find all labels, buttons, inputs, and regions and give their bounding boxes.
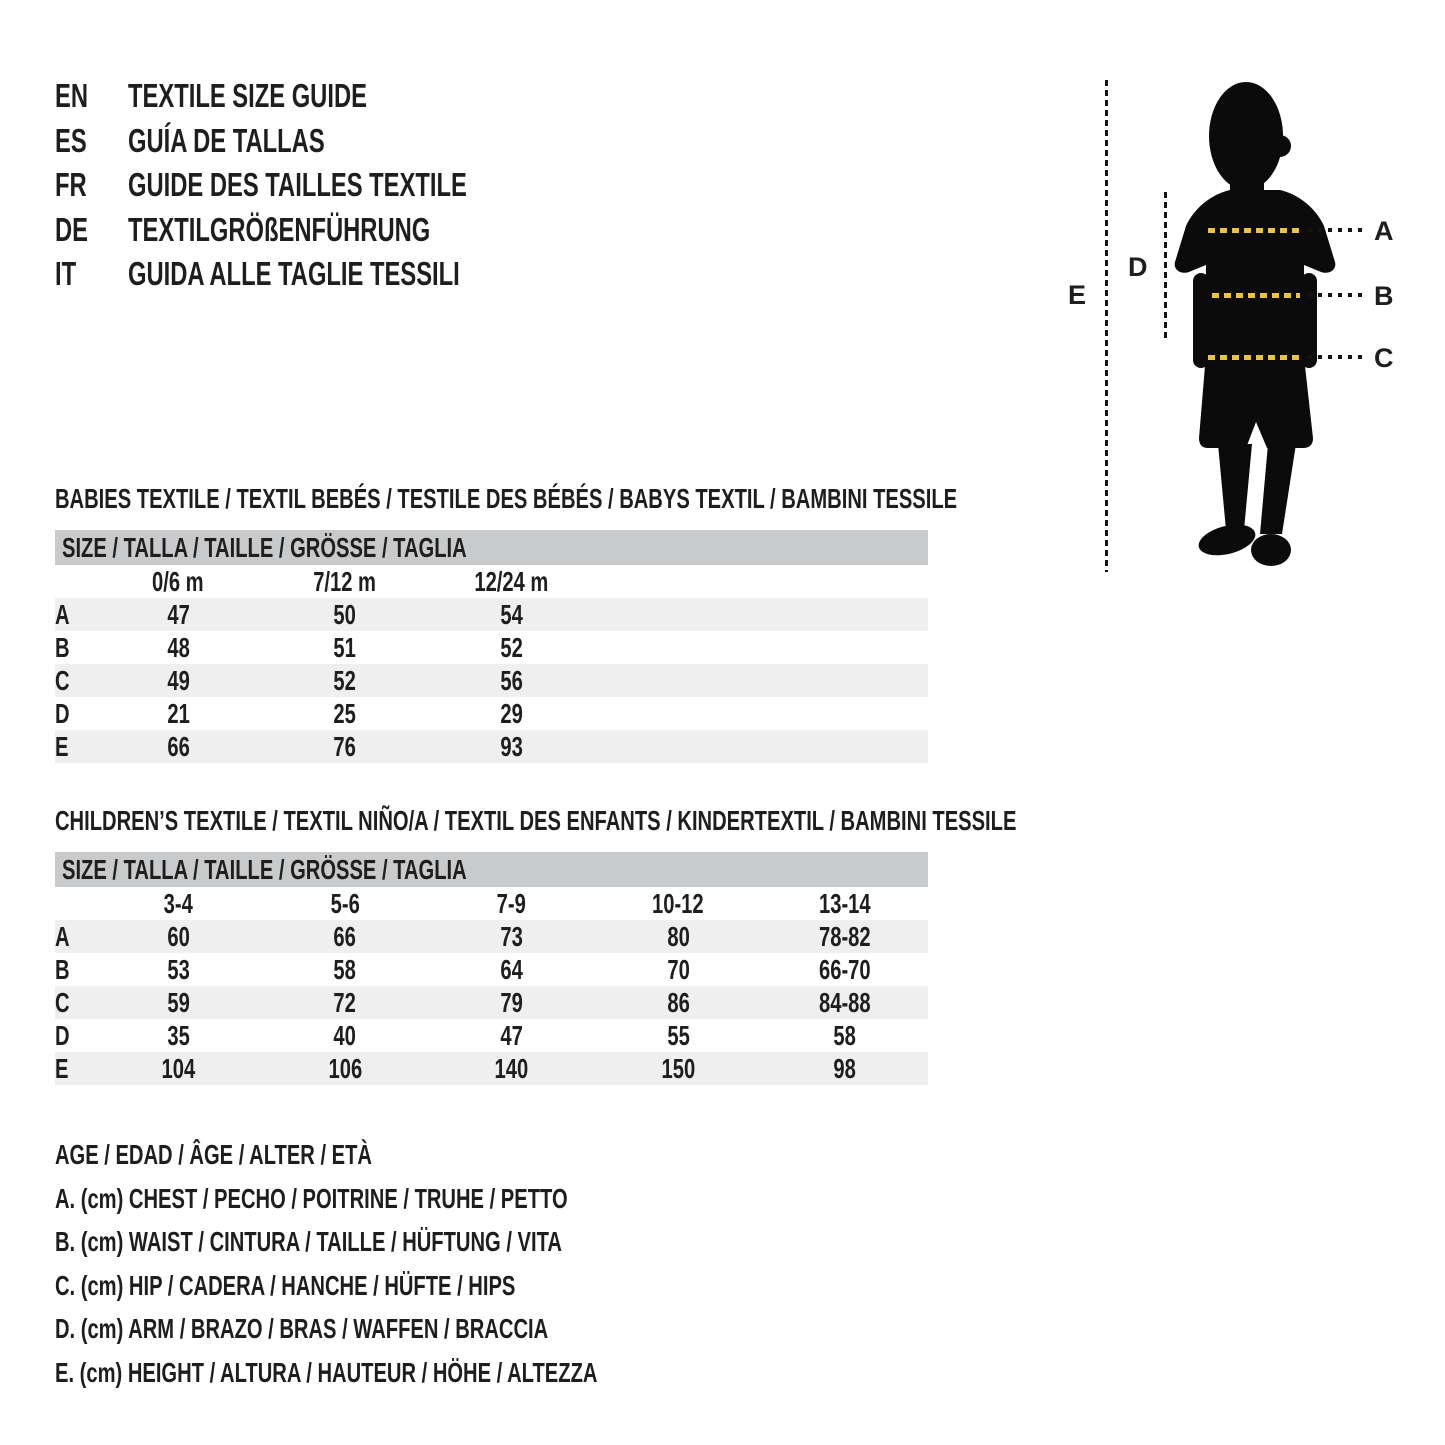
cell: 25 bbox=[333, 697, 357, 729]
guide-title-it: GUIDA ALLE TAGLIE TESSILI bbox=[128, 255, 460, 293]
language-row-de bbox=[55, 208, 599, 253]
table-row bbox=[55, 697, 928, 730]
children-size-header-bar: SIZE / TALLA / TAILLE / GRÖSSE / TAGLIA bbox=[55, 852, 928, 887]
row-label: B bbox=[55, 953, 70, 985]
language-code: ES bbox=[55, 121, 87, 159]
table-row bbox=[55, 920, 928, 953]
table-row bbox=[55, 631, 928, 664]
cell: 47 bbox=[167, 598, 190, 630]
table-row bbox=[55, 953, 928, 986]
column-header: 10-12 bbox=[652, 887, 704, 919]
language-code: IT bbox=[55, 255, 77, 293]
cell: 52 bbox=[500, 631, 523, 663]
row-label: A bbox=[55, 598, 70, 630]
cell: 66 bbox=[333, 920, 357, 952]
language-row-es bbox=[55, 119, 599, 164]
cell: 80 bbox=[666, 920, 690, 952]
table-row bbox=[55, 986, 928, 1019]
cell: 66 bbox=[167, 730, 190, 762]
table-row bbox=[55, 664, 928, 697]
label-c: C bbox=[1374, 343, 1394, 373]
babies-size-header-bar: SIZE / TALLA / TAILLE / GRÖSSE / TAGLIA bbox=[55, 530, 928, 565]
column-header: 7/12 m bbox=[313, 565, 377, 597]
cell: 53 bbox=[167, 953, 190, 985]
language-code: FR bbox=[55, 166, 87, 204]
table-row bbox=[55, 1019, 928, 1052]
guide-title-de: TEXTILGRÖßENFÜHRUNG bbox=[128, 210, 431, 248]
label-a: A bbox=[1374, 216, 1394, 246]
row-label: C bbox=[55, 664, 70, 696]
cell: 59 bbox=[167, 986, 190, 1018]
cell: 86 bbox=[666, 986, 690, 1018]
row-label: B bbox=[55, 631, 70, 663]
cell: 21 bbox=[167, 697, 190, 729]
column-header: 5-6 bbox=[330, 887, 360, 919]
legend-line-arm: D. (cm) ARM / BRAZO / BRAS / WAFFEN / BRACCIA bbox=[55, 1313, 549, 1344]
babies-column-header-row bbox=[55, 565, 928, 598]
row-label: E bbox=[55, 730, 69, 762]
cell: 50 bbox=[333, 598, 357, 630]
cell: 55 bbox=[666, 1019, 690, 1051]
cell: 40 bbox=[333, 1019, 357, 1051]
cell: 35 bbox=[167, 1019, 190, 1051]
cell: 73 bbox=[500, 920, 523, 952]
cell: 29 bbox=[500, 697, 523, 729]
cell: 58 bbox=[333, 953, 357, 985]
guide-title-es: GUÍA DE TALLAS bbox=[128, 121, 325, 159]
cell: 49 bbox=[167, 664, 190, 696]
children-column-header-row bbox=[55, 887, 928, 920]
children-section-title: CHILDREN’S TEXTILE / TEXTIL NIÑO/A / TEXTIL DES ENFANTS / KINDERTEXTIL / BAMBINI TESSILE bbox=[55, 805, 1017, 836]
cell: 47 bbox=[500, 1019, 523, 1051]
cell: 51 bbox=[333, 631, 357, 663]
column-header: 0/6 m bbox=[152, 565, 205, 597]
language-row-it bbox=[55, 252, 599, 297]
cell: 64 bbox=[500, 953, 523, 985]
cell: 52 bbox=[333, 664, 357, 696]
hip-measure-dash-c bbox=[1208, 355, 1304, 360]
legend-line-chest: A. (cm) CHEST / PECHO / POITRINE / TRUHE / PETTO bbox=[55, 1182, 568, 1214]
cell: 56 bbox=[500, 664, 523, 696]
cell: 76 bbox=[333, 730, 357, 762]
cell: 66-70 bbox=[818, 953, 871, 985]
guide-title-en: TEXTILE SIZE GUIDE bbox=[128, 77, 367, 115]
cell: 48 bbox=[167, 631, 190, 663]
chest-leader-dots-a bbox=[1308, 228, 1366, 232]
language-title-list bbox=[55, 74, 599, 297]
label-e: E bbox=[1068, 280, 1087, 310]
row-label: D bbox=[55, 697, 70, 729]
cell: 98 bbox=[833, 1052, 856, 1084]
waist-leader-dots-b bbox=[1308, 293, 1366, 297]
cell: 79 bbox=[500, 986, 523, 1018]
column-header: 12/24 m bbox=[474, 565, 549, 597]
cell: 140 bbox=[494, 1052, 529, 1084]
legend-line-waist: B. (cm) WAIST / CINTURA / TAILLE / HÜFTUNG / VITA bbox=[55, 1226, 562, 1257]
column-header: 13-14 bbox=[818, 887, 871, 919]
table-row bbox=[55, 730, 928, 763]
language-row-en bbox=[55, 74, 599, 119]
language-row-fr bbox=[55, 163, 599, 208]
cell: 60 bbox=[167, 920, 190, 952]
cell: 104 bbox=[161, 1052, 196, 1084]
cell: 54 bbox=[500, 598, 523, 630]
label-b: B bbox=[1374, 281, 1394, 311]
hip-leader-dots-c bbox=[1308, 355, 1366, 359]
waist-measure-dash-b bbox=[1212, 293, 1300, 298]
column-header: 3-4 bbox=[163, 887, 193, 919]
cell: 93 bbox=[500, 730, 523, 762]
label-d: D bbox=[1128, 252, 1148, 282]
legend-line-height: E. (cm) HEIGHT / ALTURA / HAUTEUR / HÖHE / ALTEZZA bbox=[55, 1356, 598, 1388]
cell: 58 bbox=[833, 1019, 856, 1051]
language-code: EN bbox=[55, 77, 89, 115]
cell: 150 bbox=[661, 1052, 695, 1084]
table-row bbox=[55, 1052, 928, 1085]
cell: 70 bbox=[666, 953, 690, 985]
column-header: 7-9 bbox=[496, 887, 527, 919]
chest-measure-dash-a bbox=[1208, 228, 1304, 233]
measurement-legend bbox=[55, 1133, 808, 1394]
language-code: DE bbox=[55, 210, 89, 248]
legend-line-hip: C. (cm) HIP / CADERA / HANCHE / HÜFTE / HIPS bbox=[55, 1269, 516, 1301]
cell: 106 bbox=[328, 1052, 362, 1084]
cell: 84-88 bbox=[818, 986, 871, 1018]
table-row bbox=[55, 598, 928, 631]
cell: 78-82 bbox=[818, 920, 871, 952]
row-label: C bbox=[55, 986, 70, 1018]
row-label: D bbox=[55, 1019, 70, 1051]
legend-line-age: AGE / EDAD / ÂGE / ALTER / ETÀ bbox=[55, 1139, 372, 1170]
cell: 72 bbox=[333, 986, 357, 1018]
row-label: E bbox=[55, 1052, 69, 1084]
guide-title-fr: GUIDE DES TAILLES TEXTILE bbox=[128, 166, 467, 204]
babies-section-title: BABIES TEXTILE / TEXTIL BEBÉS / TESTILE DES BÉBÉS / BABYS TEXTIL / BAMBINI TESSILE bbox=[55, 483, 958, 514]
arm-measure-line-d bbox=[1164, 192, 1167, 340]
row-label: A bbox=[55, 920, 70, 952]
